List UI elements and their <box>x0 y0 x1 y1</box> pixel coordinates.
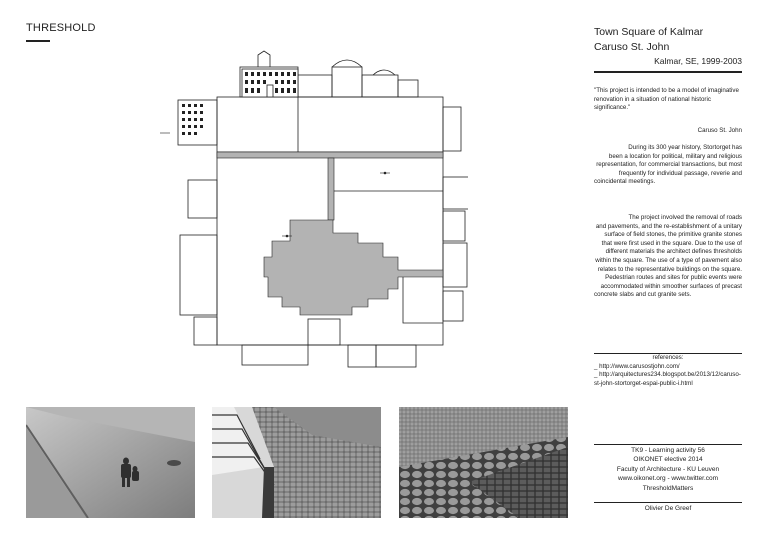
project-title-line1: Town Square of Kalmar <box>594 26 704 38</box>
divider <box>594 71 742 73</box>
project-quote: "This project is intended to be a model of imaginative renovation in a situation of national historic significance." <box>594 87 739 111</box>
project-title <box>594 25 703 55</box>
site-plan <box>158 45 468 370</box>
credit-line: TK9 - Learning activity 56 <box>631 447 705 454</box>
project-architect: Caruso St. John <box>594 41 670 53</box>
page-title: THRESHOLD <box>26 22 96 34</box>
credits <box>594 446 742 493</box>
paragraph-history: During its 300 year history, Stortorget has been a location for political, military and religious representation, for commercial transactions, but most frequently for individual passage, reverie and coincidental meetings. <box>594 144 742 186</box>
title-underline <box>26 40 50 42</box>
credit-line: Faculty of Architecture - KU Leuven <box>616 465 720 473</box>
square-photo-pedestrian <box>26 407 195 518</box>
square-photo-cobblestones <box>399 407 568 518</box>
facade-elevation <box>242 69 298 97</box>
author-name: Olivier De Greef <box>644 505 692 512</box>
credit-line: www.oikonet.org - www.twitter.com <box>617 475 719 483</box>
square-photo-steps <box>212 407 381 518</box>
reference-link[interactable]: _ http://www.carusostjohn.com/ <box>594 362 680 370</box>
central-paving <box>217 152 443 315</box>
project-meta: Kalmar, SE, 1999-2003 <box>654 56 742 66</box>
credit-line: ThresholdMatters <box>642 484 694 492</box>
divider <box>594 444 742 445</box>
quote-author: Caruso St. John <box>697 127 742 134</box>
credit-line: OIKONET elective 2014 <box>633 456 703 464</box>
references <box>594 354 742 388</box>
references-heading: references: <box>652 354 684 361</box>
paragraph-project: The project involved the removal of roads and pavements, and the re-establishment of a unitary surface of field stones, the primitive granite stones that were first used in the square. Due to the use of different materials the architect defines thresholds within the square. The use of a type of pavement also relates to the representative buildings on the square. Pedestrian routes and sites for public events were accommodated within smoother surfaces of precast concrete slabs and cut granite sets. <box>594 214 742 299</box>
reference-link[interactable]: _ http://arquitectures234.blogspot.be/2013/12/caruso-st-john-stortorget-espai-public-i.html <box>594 371 741 387</box>
divider <box>594 502 742 503</box>
left-building-windows <box>182 104 203 135</box>
